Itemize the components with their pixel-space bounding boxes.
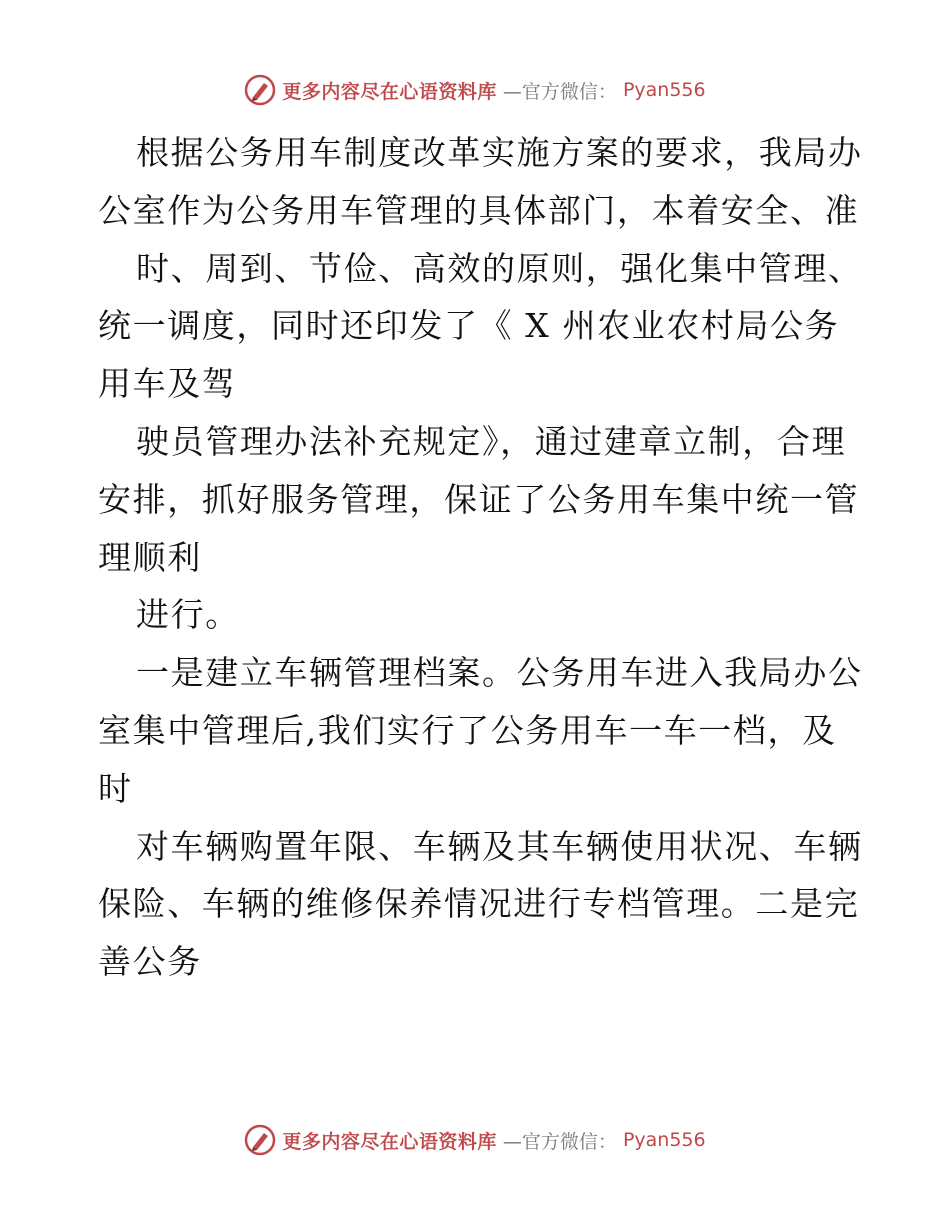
text-line: 安排，抓好服务管理，保证了公务用车集中统一管: [98, 479, 860, 519]
text-line: 善公务: [98, 942, 202, 982]
text-line: 对车辆购置年限、车辆及其车辆使用状况、车辆: [136, 826, 863, 866]
text-line: 时: [98, 768, 133, 808]
watermark-sub-text: —官方微信：: [502, 1130, 617, 1153]
text-line: 进行。: [136, 595, 240, 635]
text-line: 根据公务用车制度改革实施方案的要求，我局办: [136, 133, 863, 172]
text-line: 理顺利: [98, 537, 202, 577]
text-line: 用车及驾: [98, 364, 237, 404]
watermark-main-text: 更多内容尽在心语资料库: [282, 1130, 497, 1153]
footer-watermark: [0, 1123, 950, 1157]
text-line: 驶员管理办法补充规定》，通过建章立制，合理: [136, 421, 847, 461]
text-line: 室集中管理后,我们实行了公务用车一车一档，及: [98, 710, 837, 750]
text-line: 公室作为公务用车管理的具体部门，本着安全、准: [98, 190, 860, 230]
header-watermark: [0, 73, 950, 107]
watermark-id-text: Pyan556: [622, 1129, 706, 1151]
watermark-main-text: 更多内容尽在心语资料库: [282, 80, 497, 103]
text-line: 时、周到、节俭、高效的原则，强化集中管理、: [136, 248, 863, 288]
pen-logo-icon: [244, 1124, 276, 1156]
text-line: 一是建立车辆管理档案。公务用车进入我局办公: [136, 653, 863, 693]
pen-logo-icon: [244, 74, 276, 106]
text-line: 保险、车辆的维修保养情况进行专档管理。二是完: [98, 884, 860, 924]
document-body: [98, 124, 863, 991]
watermark-sub-text: —官方微信：: [502, 80, 617, 103]
text-line: 统一调度，同时还印发了《 X 州农业农村局公务: [98, 306, 840, 346]
watermark-id-text: Pyan556: [622, 79, 706, 101]
